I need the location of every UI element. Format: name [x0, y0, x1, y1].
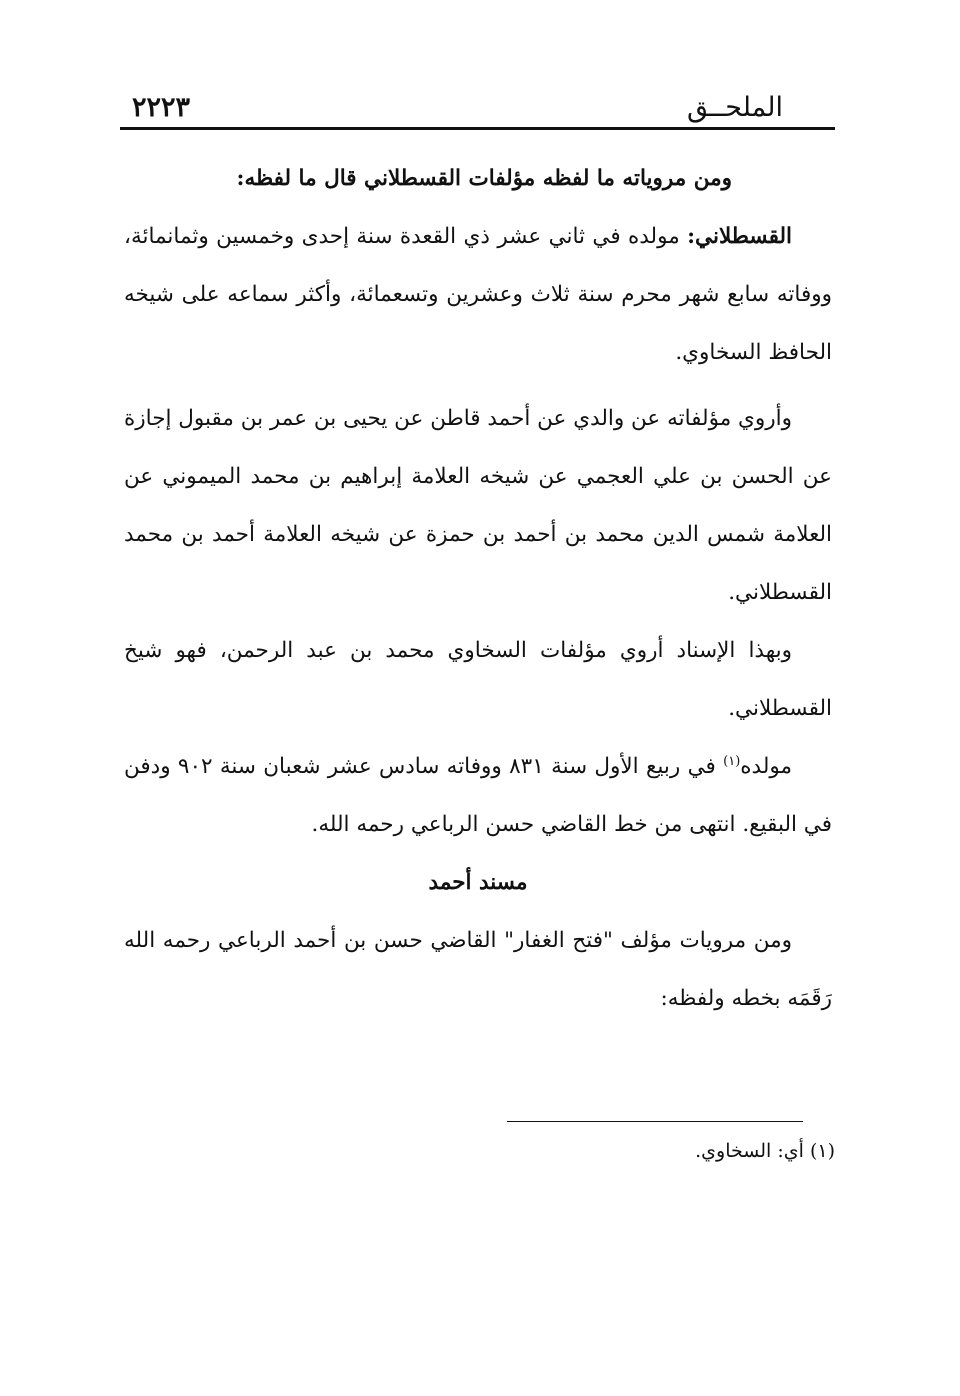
paragraph-3-line-1: وبهذا الإسناد أروي مؤلفات السخاوي محمد بن عبد الرحمن، فهو شيخ	[124, 638, 792, 663]
running-header	[120, 88, 835, 132]
section-heading: ومن مروياته ما لفظه مؤلفات القسطلاني قال ما لفظه:	[236, 166, 732, 191]
footnote-rule	[507, 1121, 803, 1122]
footnote-text: أي: السخاوي.	[695, 1140, 804, 1162]
paragraph-4-line-1: مولده$^{(١)}$ في ربيع الأول سنة ٨٣١ ووفاته سادس عشر شعبان سنة ٩٠٢ ودفن	[124, 753, 792, 779]
footnote-mark: (١)	[809, 1140, 835, 1162]
footnote	[695, 1140, 835, 1162]
paragraph-2-line-3: العلامة شمس الدين محمد بن أحمد بن حمزة عن شيخه العلامة أحمد بن محمد	[124, 522, 832, 547]
paragraph-5-line-1: ومن مرويات مؤلف "فتح الغفار" القاضي حسن بن أحمد الرباعي رحمه الله	[124, 928, 792, 953]
paragraph-2-line-4: القسطلاني.	[728, 580, 832, 605]
paragraph-1-line-2: ووفاته سابع شهر محرم سنة ثلاث وعشرين وتسعمائة، وأكثر سماعه على شيخه	[124, 282, 832, 307]
paragraph-5-line-2: رَقَمَه بخطه ولفظه:	[660, 986, 832, 1011]
paragraph-2-line-2: عن الحسن بن علي العجمي عن شيخه العلامة إبراهيم بن محمد الميموني عن	[124, 464, 832, 489]
main-text	[124, 150, 832, 1028]
footnote-reference: (١)	[723, 753, 741, 769]
entry-lead: القسطلاني:	[687, 224, 792, 249]
header-rule	[120, 127, 835, 130]
page-number: ٢٢٢٣	[132, 92, 191, 123]
paragraph-4-line-2: في البقيع. انتهى من خط القاضي حسن الرباعي رحمه الله.	[311, 812, 832, 837]
paragraph-2-line-1: وأروي مؤلفاته عن والدي عن أحمد قاطن عن يحيى بن عمر بن مقبول إجازة	[124, 406, 792, 431]
paragraph-3-line-2: القسطلاني.	[728, 696, 832, 721]
section-title: مسند أحمد	[428, 870, 528, 895]
paragraph-1-line-3: الحافظ السخاوي.	[675, 340, 832, 365]
running-title: الملحــق	[686, 92, 783, 123]
paragraph-1-line-1: القسطلاني: مولده في ثاني عشر ذي القعدة سنة إحدى وخمسين وثمانمائة،	[124, 224, 792, 249]
